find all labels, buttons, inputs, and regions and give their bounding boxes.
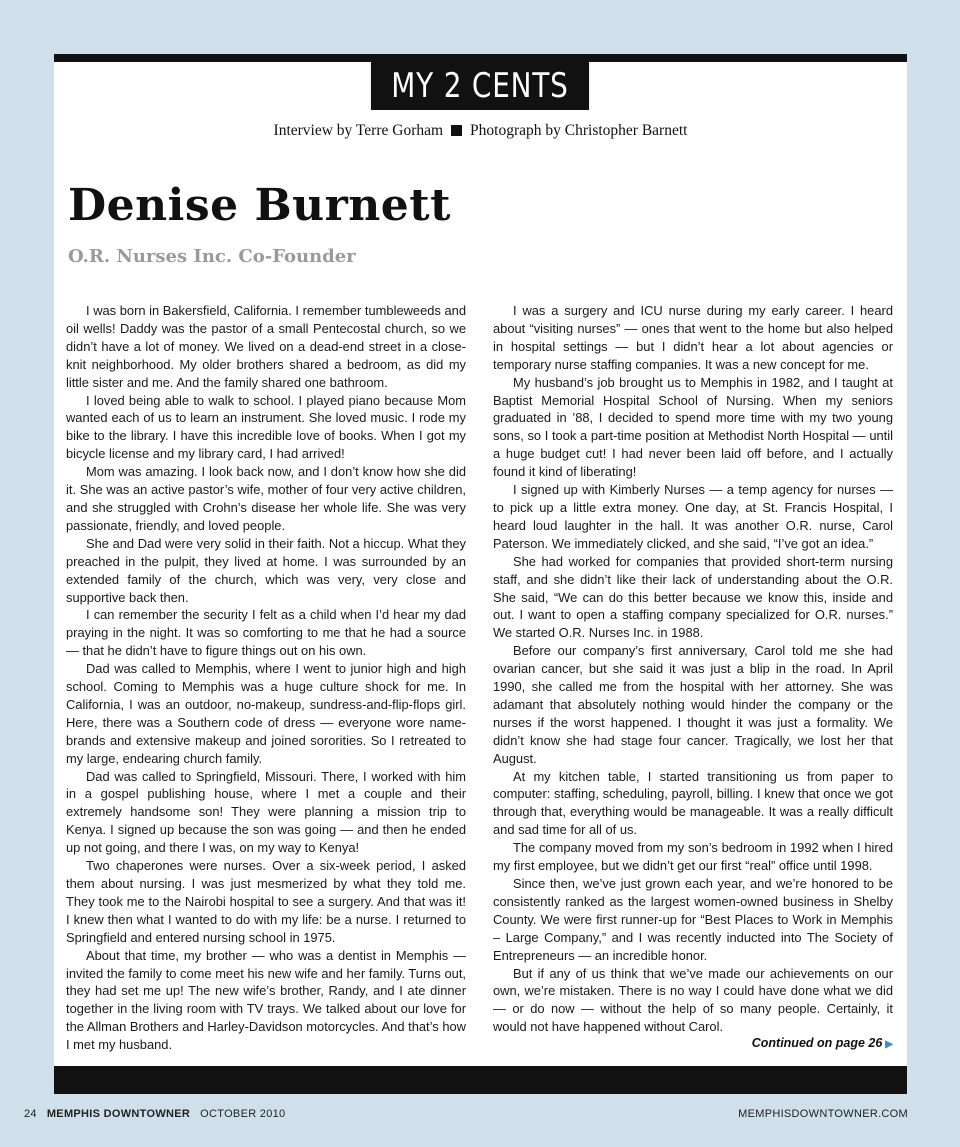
paragraph: Dad was called to Memphis, where I went to junior high and high school. Coming to Memphis was a huge culture shock for me. In California, I was an outdoor, no-makeup, sundress-and-flip-flops girl. Here, there was a Southern code of dress — everyone wore name-brands and extensive makeup and joined sororities. So I retreated to my large, endearing church family. <box>66 661 466 766</box>
paragraph: Two chaperones were nurses. Over a six-week period, I asked them about nursing. I was just mesmerized by what they told me. They took me to the Nairobi hospital to see a surgery. And that was it! I knew then what I wanted to do with my life: be a nurse. I returned to Springfield and entered nursing school in 1975. <box>66 858 466 945</box>
paragraph: I can remember the security I felt as a child when I’d hear my dad praying in the night. It was so comforting to me that he had a source — that he didn’t have to figure things out on his own. <box>66 607 466 659</box>
paragraph: I signed up with Kimberly Nurses — a temp agency for nurses — to pick up a little extra money. One day, at St. Francis Hospital, I heard loud laughter in the hall. It was another O.R. nurse, Carol Paterson. We immediately clicked, and she said, “I’ve got an idea.” <box>493 482 893 551</box>
paragraph: She and Dad were very solid in their faith. Not a hiccup. What they preached in the pulpit, they lived at home. I was surrounded by an extended family of the church, which was very, very close and supportive back then. <box>66 535 466 605</box>
article-headline: Denise Burnett <box>68 180 451 231</box>
section-title: MY 2 CENTS <box>371 62 589 110</box>
publication-name: MEMPHIS DOWNTOWNER <box>46 1108 191 1120</box>
paragraph: My husband’s job brought us to Memphis in 1982, and I taught at Baptist Memorial Hospital School of Nursing. When my seniors graduated in ’88, I decided to spend more time with my two young sons, so I took a part-time position at Methodist North Hospital — until a huge budget cut! I had never been laid off before, and I actually found it kind of liberating! <box>493 374 893 480</box>
paragraph: I was a surgery and ICU nurse during my early career. I heard about “visiting nurses” — ones that went to the home but also helped in hospital settings — but I didn’t hear a lot about agencies or temporary nurse staffing companies. It was a new concept for me. <box>493 303 893 372</box>
right-column <box>493 302 893 1036</box>
paragraph: Since then, we’ve just grown each year, and we’re honored to be consistently ranked as the largest women-owned business in Shelby County. We were first runner-up for “Best Places to Work in Memphis – Large Company,” and I was recently inducted into The Society of Entrepreneurs — an incredible honor. <box>493 876 893 963</box>
paragraph: Before our company’s first anniversary, Carol told me she had ovarian cancer, but she said it was just a blip in the road. In April 1990, she called me from the hospital with her attorney. She was adamant that absolutely nothing would hinder the company or the nurses if the worst happened. I thought it was just a formality. We didn’t know she had stage four cancer. Tragically, we lost her that August. <box>493 643 893 766</box>
paragraph: But if any of us think that we’ve made our achievements on our own, we’re mistaken. There is no way I could have done what we did — or do now — without the help of so many people. Certainly, it would not have happened without Carol. <box>493 965 893 1035</box>
website-link[interactable]: MEMPHISDOWNTOWNER.COM <box>738 1108 908 1120</box>
paragraph: About that time, my brother — who was a dentist in Memphis — invited the family to come meet his new wife and her family. Turns out, they had set me up! The new wife’s brother, Randy, and I ate dinner together in the living room with TV trays. We talked about our love for the Allman Brothers and Harley-Davidson motorcycles. And that’s how I met my husband. <box>66 947 466 1053</box>
credits-line <box>54 122 907 140</box>
issue-date: OCTOBER 2010 <box>200 1108 286 1120</box>
square-separator-icon <box>451 125 462 136</box>
left-column <box>66 302 466 1054</box>
continued-link[interactable] <box>493 1036 893 1050</box>
paragraph: Mom was amazing. I look back now, and I don’t know how she did it. She was an active pastor’s wife, mother of four very active children, and she struggled with Crohn’s disease her whole life. She was very passionate, friendly, and loved people. <box>66 464 466 533</box>
paragraph: I loved being able to walk to school. I played piano because Mom wanted each of us to learn an instrument. She loved music. I rode my bike to the library. I have this incredible love of books. When I got my bicycle license and my library card, I had arrived! <box>66 392 466 462</box>
triangle-right-icon: ▶ <box>885 1039 893 1050</box>
paragraph: I was born in Bakersfield, California. I remember tumbleweeds and oil wells! Daddy was the pastor of a small Pentecostal church, so we didn’t have a lot of money. We lived on a dead-end street in a close-knit neighborhood. My older brothers shared a bedroom, as did my little sister and me. And the family shared one bathroom. <box>66 303 466 390</box>
paragraph: At my kitchen table, I started transitioning us from paper to computer: staffing, scheduling, payroll, billing. I knew that once we got through that, everything would be manageable. It was a really difficult and sad time for all of us. <box>493 768 893 838</box>
page-number: 24 <box>24 1108 37 1120</box>
photo-credit: Photograph by Christopher Barnett <box>470 122 688 139</box>
continued-label: Continued on page 26 <box>751 1036 883 1050</box>
bottom-rule <box>54 1066 907 1094</box>
top-rule <box>54 54 907 62</box>
paragraph: She had worked for companies that provided short-term nursing staff, and she didn’t like their lack of understanding about the O.R. She said, “We can do this better because we know this, inside and out. I want to open a staffing company specialized for O.R. nurses.” We started O.R. Nurses Inc. in 1988. <box>493 553 893 641</box>
interview-credit: Interview by Terre Gorham <box>273 122 444 139</box>
paragraph: Dad was called to Springfield, Missouri. There, I worked with him in a gospel publishing house, where I met a couple and their extremely handsome son! They were planning a mission trip to Kenya. I signed up because the son was going — and then he ended up not going, and there I was, on my way to Kenya! <box>66 768 466 856</box>
magazine-page <box>54 54 907 1094</box>
article-subtitle: O.R. Nurses Inc. Co-Founder <box>68 246 356 267</box>
footer-left <box>24 1108 285 1120</box>
paragraph: The company moved from my son’s bedroom in 1992 when I hired my first employee, but we didn’t get our first “real” office until 1998. <box>493 840 893 874</box>
